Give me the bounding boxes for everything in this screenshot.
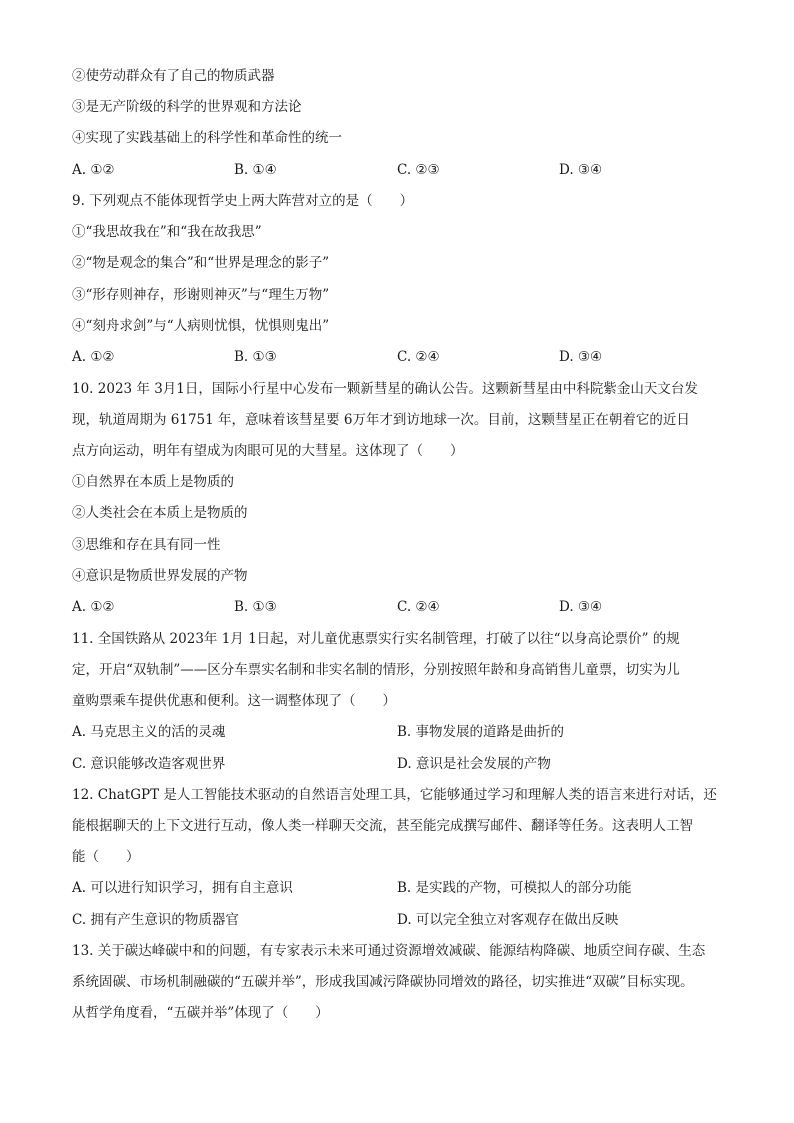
q13-stem-line-3: 从哲学角度看，“五碳并举”体现了（ ）: [72, 1005, 329, 1021]
q12-option-a: A. 可以进行知识学习，拥有自主意识: [72, 880, 293, 896]
q8-item-3: ③是无产阶级的科学的世界观和方法论: [72, 99, 302, 115]
q13-stem-line-1: 13. 关于碳达峰碳中和的问题，有专家表示未来可通过资源增效减碳、能源结构降碳、地质空间存碳、生态: [72, 943, 706, 959]
q9-stem: 9. 下列观点不能体现哲学史上两大阵营对立的是（ ）: [72, 193, 414, 209]
q10-option-d: D. ③④: [559, 599, 603, 615]
q10-stem-line-3: 点方向运动，明年有望成为肉眼可见的大彗星。这体现了（ ）: [72, 443, 464, 459]
q10-item-3: ③思维和存在具有同一性: [72, 537, 221, 553]
q10-item-1: ①自然界在本质上是物质的: [72, 474, 234, 490]
q12-stem-line-2: 能根据聊天的上下文进行互动，像人类一样聊天交流，甚至能完成撰写邮件、翻译等任务。这表明人工智: [72, 818, 693, 834]
q11-stem-line-1: 11. 全国铁路从 2023年 1月 1日起，对儿童优惠票实行实名制管理，打破了以往“以身高论票价” 的规: [72, 631, 680, 647]
q11-stem-line-3: 童购票乘车提供优惠和便利。这一调整体现了（ ）: [72, 693, 396, 709]
q8-item-2: ②使劳动群众有了自己的物质武器: [72, 68, 275, 84]
q8-option-b: B. ①④: [234, 162, 277, 178]
q12-option-c: C. 拥有产生意识的物质器官: [72, 912, 239, 928]
q9-item-4: ④“刻舟求剑”与“人病则忧惧，忧惧则鬼出”: [72, 318, 330, 334]
q9-item-3: ③“形存则神存，形谢则神灭”与“理生万物”: [72, 287, 330, 303]
q12-option-b: B. 是实践的产物，可模拟人的部分功能: [397, 880, 632, 896]
q8-option-c: C. ②③: [397, 162, 440, 178]
q11-stem-line-2: 定，开启“双轨制”——区分车票实名制和非实名制的情形，分别按照年龄和身高销售儿童票，切实为儿: [72, 662, 680, 678]
q11-option-d: D. 意识是社会发展的产物: [397, 756, 551, 772]
q12-option-d: D. 可以完全独立对客观存在做出反映: [397, 912, 619, 928]
q9-option-a: A. ①②: [72, 349, 115, 365]
q11-option-a: A. 马克思主义的活的灵魂: [72, 724, 226, 740]
q9-item-2: ②“物是观念的集合”和“世界是理念的影子”: [72, 255, 330, 271]
q8-option-a: A. ①②: [72, 162, 115, 178]
q8-item-4: ④实现了实践基础上的科学性和革命性的统一: [72, 130, 342, 146]
q10-item-4: ④意识是物质世界发展的产物: [72, 568, 248, 584]
q9-item-1: ①“我思故我在”和“我在故我思”: [72, 224, 262, 240]
q9-option-b: B. ①③: [234, 349, 277, 365]
q11-option-b: B. 事物发展的道路是曲折的: [397, 724, 565, 740]
q10-stem-line-1: 10. 2023 年 3月1日，国际小行星中心发布一颗新彗星的确认公告。这颗新彗星由中科院紫金山天文台发: [72, 381, 698, 397]
q11-option-c: C. 意识能够改造客观世界: [72, 756, 226, 772]
q10-item-2: ②人类社会在本质上是物质的: [72, 505, 248, 521]
q13-stem-line-2: 系统固碳、市场机制融碳的“五碳并举”，形成我国减污降碳协同增效的路径，切实推进“双碳”目标实现。: [72, 974, 694, 990]
q12-stem-line-3: 能（ ）: [72, 849, 140, 865]
q12-stem-line-1: 12. ChatGPT 是人工智能技术驱动的自然语言处理工具，它能够通过学习和理解人类的语言来进行对话，还: [72, 787, 717, 803]
q9-option-d: D. ③④: [559, 349, 603, 365]
q8-option-d: D. ③④: [559, 162, 603, 178]
q10-option-b: B. ①③: [234, 599, 277, 615]
q10-stem-line-2: 现，轨道周期为 61751 年，意味着该彗星要 6万年才到访地球一次。目前，这颗彗星正在朝着它的近日: [72, 412, 690, 428]
q10-option-a: A. ①②: [72, 599, 115, 615]
q9-option-c: C. ②④: [397, 349, 440, 365]
q10-option-c: C. ②④: [397, 599, 440, 615]
